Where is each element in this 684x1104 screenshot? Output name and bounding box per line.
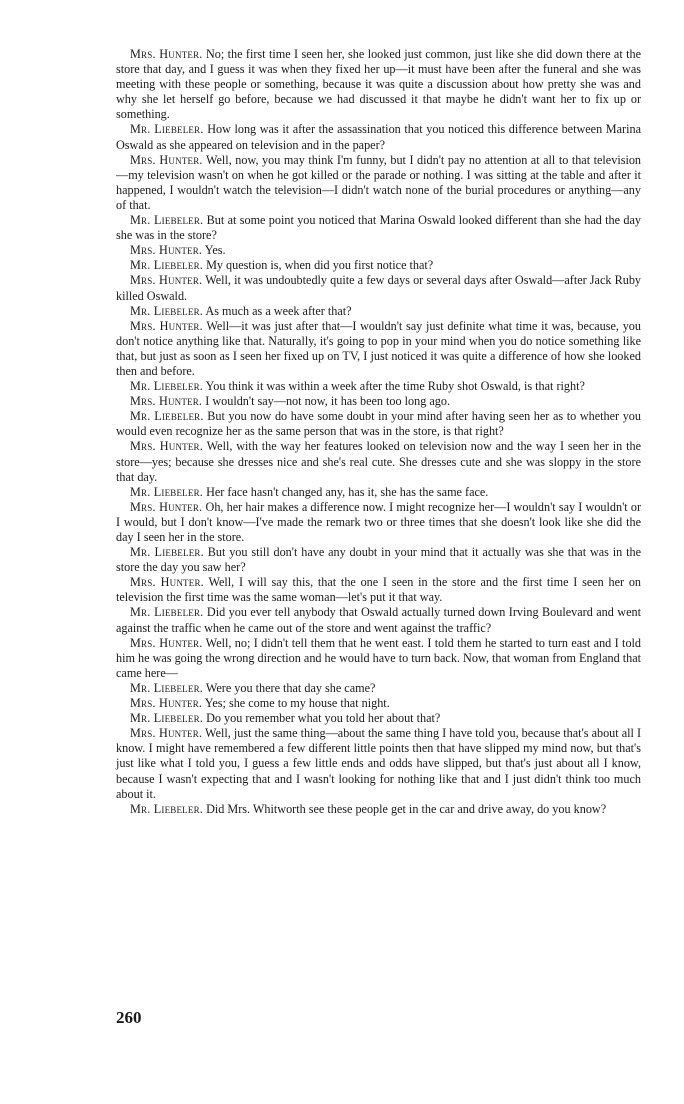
statement-text: Yes; she come to my house that night. [204, 696, 390, 711]
statement-text: But you still don't have any doubt in your mind that it actually was she that was in the store the day you saw her? [116, 545, 641, 575]
testimony-paragraph [116, 409, 641, 439]
testimony-paragraph [116, 258, 641, 273]
statement-text: My question is, when did you first notice that? [206, 258, 434, 273]
statement-text: Yes. [204, 243, 226, 258]
speaker-name: Mr. Liebeler. [130, 122, 204, 137]
speaker-name: Mrs. Hunter. [130, 499, 203, 514]
speaker-name: Mr. Liebeler. [130, 379, 204, 394]
page-number: 260 [116, 1008, 142, 1027]
speaker-name: Mr. Liebeler. [130, 680, 204, 695]
statement-text: I wouldn't say—not now, it has been too long ago. [205, 394, 451, 409]
statement-text: Do you remember what you told her about that? [206, 711, 441, 726]
testimony-paragraph [116, 122, 641, 152]
statement-text: Oh, her hair makes a difference now. I might recognize her—I wouldn't say I wouldn't or I would, but I don't know—I've made the remark two or three times that she doesn't look like she did the day I seen her in the store. [116, 499, 642, 544]
testimony-paragraph [116, 379, 641, 394]
testimony-paragraph [116, 696, 641, 711]
testimony-paragraph [116, 802, 641, 817]
testimony-paragraph [116, 319, 641, 379]
testimony-paragraph [116, 153, 641, 213]
speaker-name: Mrs. Hunter. [130, 152, 203, 167]
speaker-name: Mrs. Hunter. [130, 726, 203, 741]
testimony-paragraph [116, 304, 641, 319]
statement-text: Well, it was undoubtedly quite a few days or several days after Oswald—after Jack Ruby killed Oswald. [116, 273, 642, 303]
speaker-name: Mr. Liebeler. [130, 258, 204, 273]
speaker-name: Mr. Liebeler. [130, 484, 204, 499]
speaker-name: Mrs. Hunter. [130, 394, 203, 409]
testimony-paragraph [116, 711, 641, 726]
speaker-name: Mrs. Hunter. [130, 439, 203, 454]
testimony-paragraph [116, 726, 641, 801]
statement-text: Were you there that day she came? [205, 680, 376, 695]
testimony-paragraph [116, 500, 641, 545]
speaker-name: Mrs. Hunter. [130, 47, 203, 61]
statement-text: Did you ever tell anybody that Oswald actually turned down Irving Boulevard and went against the traffic when he came out of the store and went against the traffic? [116, 605, 641, 635]
testimony-paragraph [116, 243, 641, 258]
testimony-paragraph [116, 575, 641, 605]
testimony-text [116, 47, 641, 817]
speaker-name: Mr. Liebeler. [130, 605, 204, 620]
speaker-name: Mr. Liebeler. [130, 711, 204, 726]
statement-text: Well—it was just after that—I wouldn't say just definite what time it was, because, you don't notice anything like that. Naturally, it's going to pop in your mind when you do notice something like that, but just as soon as I seen her fixed up on TV, I just noticed it was quite a difference of how she looked then and before. [116, 318, 641, 378]
testimony-paragraph [116, 439, 641, 484]
statement-text: As much as a week after that? [205, 303, 352, 318]
statement-text: You think it was within a week after the time Ruby shot Oswald, is that right? [205, 379, 585, 394]
testimony-paragraph [116, 213, 641, 243]
speaker-name: Mr. Liebeler. [130, 409, 204, 424]
speaker-name: Mrs. Hunter. [130, 243, 203, 258]
speaker-name: Mr. Liebeler. [130, 545, 204, 560]
statement-text: Her face hasn't changed any, has it, she has the same face. [206, 484, 489, 499]
statement-text: Did Mrs. Whitworth see these people get in the car and drive away, do you know? [206, 801, 607, 816]
statement-text: No; the first time I seen her, she looked just common, just like she did down there at the store that day, and I guess it was when they fixed her up—it must have been after the funeral and she was meeting with these people or something, because it was quite a discussion about how pretty she was and why she let herself go before, because we had discussed it that maybe he didn't want her to fix up or something. [116, 47, 642, 122]
speaker-name: Mrs. Hunter. [130, 318, 203, 333]
testimony-paragraph [116, 681, 641, 696]
speaker-name: Mr. Liebeler. [130, 801, 204, 816]
statement-text: But at some point you noticed that Marina Oswald looked different than she had the day she was in the store? [116, 213, 641, 243]
statement-text: But you now do have some doubt in your mind after having seen her as to whether you would even recognize her as the same person that was in the store, is that right? [116, 409, 641, 439]
speaker-name: Mr. Liebeler. [130, 213, 204, 228]
speaker-name: Mrs. Hunter. [130, 635, 203, 650]
speaker-name: Mrs. Hunter. [130, 273, 203, 288]
statement-text: How long was it after the assassination that you noticed this difference between Marina Oswald as she appeared on television and in the paper? [116, 122, 641, 152]
testimony-paragraph [116, 394, 641, 409]
testimony-paragraph [116, 273, 641, 303]
speaker-name: Mr. Liebeler. [130, 303, 204, 318]
statement-text: Well, I will say this, that the one I seen in the store and the first time I seen her on television the first time was the same woman—let's put it that way. [116, 575, 642, 605]
speaker-name: Mrs. Hunter. [130, 696, 203, 711]
statement-text: Well, now, you may think I'm funny, but I didn't pay no attention at all to that television—my television wasn't on when he got killed or the parade or nothing. I was sitting at the table and after it happened, I wouldn't watch the television—I didn't watch none of the burial procedures or anything—any of that. [116, 152, 642, 212]
testimony-paragraph [116, 47, 641, 122]
speaker-name: Mrs. Hunter. [130, 575, 204, 590]
testimony-paragraph [116, 605, 641, 635]
testimony-paragraph [116, 636, 641, 681]
statement-text: Well, just the same thing—about the same thing I have told you, because that's about all I know. I might have remembered a few different little points then that have slipped my mind now, but that's just like what I told you, I guess a few little ends and odds have slipped, but that's just about all I know, because I wasn't expecting that and I wasn't looking for nothing like that and I just didn't think too much about it. [116, 726, 641, 801]
statement-text: Well, with the way her features looked on television now and the way I seen her in the store—yes; because she dresses nice and she's real cute. She dresses cute and she was sloppy in the store that day. [116, 439, 642, 484]
statement-text: Well, no; I didn't tell them that he went east. I told them he started to turn east and I told him he was going the wrong direction and he would have to turn back. Now, that woman from England that came here— [116, 635, 642, 680]
testimony-paragraph [116, 545, 641, 575]
testimony-paragraph [116, 485, 641, 500]
